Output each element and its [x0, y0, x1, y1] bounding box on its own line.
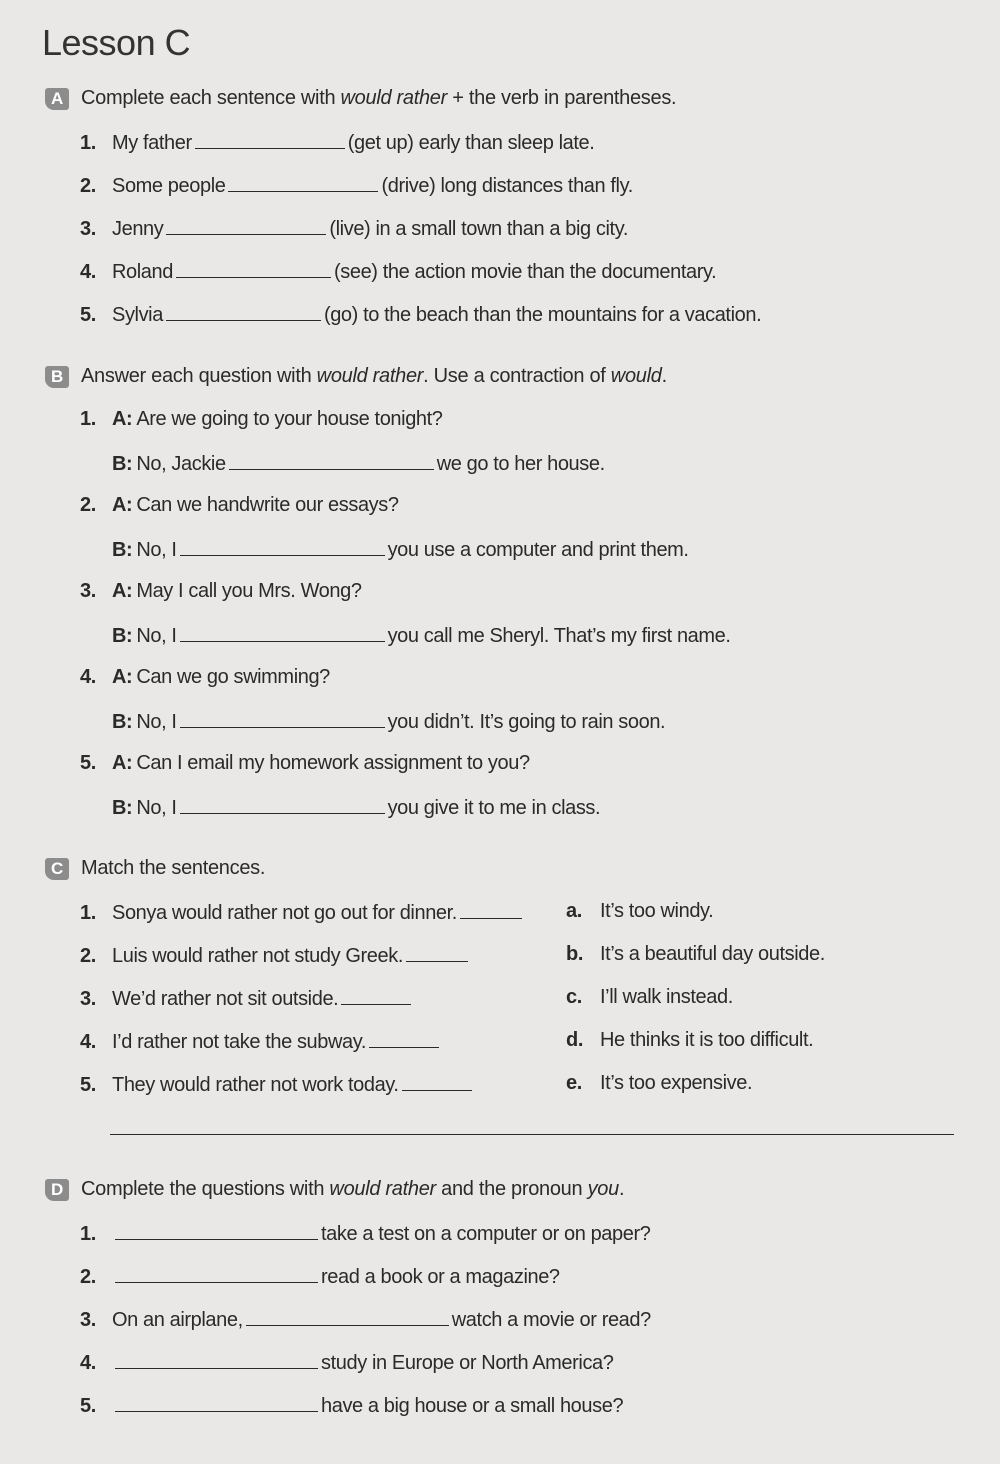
page-title: Lesson C: [42, 22, 191, 63]
section-d-badge: D: [45, 1179, 69, 1201]
section-a-header: [45, 87, 676, 110]
section-c-left-5: 5. They would rather not work today.: [80, 1072, 475, 1097]
section-b-badge: B: [45, 366, 69, 388]
answer-blank[interactable]: [166, 216, 326, 235]
section-c-left-1: 1. Sonya would rather not go out for dinner.: [80, 900, 525, 925]
answer-blank[interactable]: [115, 1264, 318, 1283]
section-c-right-e: e. It’s too expensive.: [566, 1072, 753, 1094]
section-a-item-3: 3. Jenny (live) in a small town than a big city.: [80, 218, 628, 240]
answer-blank[interactable]: [246, 1307, 449, 1326]
match-blank[interactable]: [369, 1029, 439, 1048]
section-d-item-3: 3. On an airplane, watch a movie or read?: [80, 1309, 651, 1331]
section-b-instruction: Answer each question with would rather. Use a contraction of would.: [81, 365, 667, 387]
section-c-right-b: b. It’s a beautiful day outside.: [566, 943, 825, 965]
section-c-header: [45, 857, 265, 880]
section-d-item-5: 5. have a big house or a small house?: [80, 1395, 624, 1417]
section-b-item-1-question: 1. A: Are we going to your house tonight?: [80, 408, 443, 430]
section-b-item-5-question: 5. A: Can I email my homework assignment to you?: [80, 752, 530, 774]
section-d-item-1: 1. take a test on a computer or on paper?: [80, 1223, 651, 1245]
answer-blank[interactable]: [166, 302, 321, 321]
match-blank[interactable]: [406, 943, 468, 962]
section-b-item-5-answer: B: No, I you give it to me in class.: [112, 797, 601, 819]
section-d-header: [45, 1178, 624, 1201]
section-d-instruction: Complete the questions with would rather and the pronoun you.: [81, 1178, 625, 1200]
answer-blank[interactable]: [180, 709, 385, 728]
section-a-item-1: 1. My father (get up) early than sleep late.: [80, 132, 595, 154]
match-blank[interactable]: [402, 1072, 472, 1091]
section-d-item-4: 4. study in Europe or North America?: [80, 1352, 614, 1374]
section-d-item-2: 2. read a book or a magazine?: [80, 1266, 560, 1288]
section-b-item-2-question: 2. A: Can we handwrite our essays?: [80, 494, 399, 516]
answer-blank[interactable]: [180, 537, 385, 556]
answer-blank[interactable]: [229, 451, 434, 470]
answer-blank[interactable]: [228, 173, 378, 192]
section-c-left-4: 4. I’d rather not take the subway.: [80, 1029, 442, 1054]
section-b-header: [45, 365, 667, 388]
section-c-right-c: c. I’ll walk instead.: [566, 986, 733, 1008]
section-c-left-2: 2. Luis would rather not study Greek.: [80, 943, 471, 968]
answer-blank[interactable]: [180, 795, 385, 814]
answer-blank[interactable]: [115, 1393, 318, 1412]
section-a-item-4: 4. Roland (see) the action movie than the documentary.: [80, 261, 717, 283]
section-c-right-d: d. He thinks it is too difficult.: [566, 1029, 814, 1051]
section-b-item-1-answer: B: No, Jackie we go to her house.: [112, 453, 605, 475]
section-a-item-5: 5. Sylvia (go) to the beach than the mountains for a vacation.: [80, 304, 762, 326]
section-c-right-a: a. It’s too windy.: [566, 900, 714, 922]
answer-blank[interactable]: [115, 1221, 318, 1240]
section-b-item-3-answer: B: No, I you call me Sheryl. That’s my first name.: [112, 625, 731, 647]
section-c-left-3: 3. We’d rather not sit outside.: [80, 986, 414, 1011]
answer-blank[interactable]: [180, 623, 385, 642]
section-b-item-4-answer: B: No, I you didn’t. It’s going to rain soon.: [112, 711, 666, 733]
section-a-badge: A: [45, 88, 69, 110]
section-divider: [110, 1134, 954, 1135]
section-c-instruction: Match the sentences.: [81, 857, 266, 879]
section-c-badge: C: [45, 858, 69, 880]
match-blank[interactable]: [341, 986, 411, 1005]
answer-blank[interactable]: [176, 259, 331, 278]
answer-blank[interactable]: [115, 1350, 318, 1369]
answer-blank[interactable]: [195, 130, 345, 149]
section-b-item-4-question: 4. A: Can we go swimming?: [80, 666, 330, 688]
section-b-item-2-answer: B: No, I you use a computer and print them.: [112, 539, 689, 561]
section-b-item-3-question: 3. A: May I call you Mrs. Wong?: [80, 580, 362, 602]
section-a-item-2: 2. Some people (drive) long distances than fly.: [80, 175, 633, 197]
match-blank[interactable]: [460, 900, 522, 919]
section-a-instruction: Complete each sentence with would rather + the verb in parentheses.: [81, 87, 677, 109]
